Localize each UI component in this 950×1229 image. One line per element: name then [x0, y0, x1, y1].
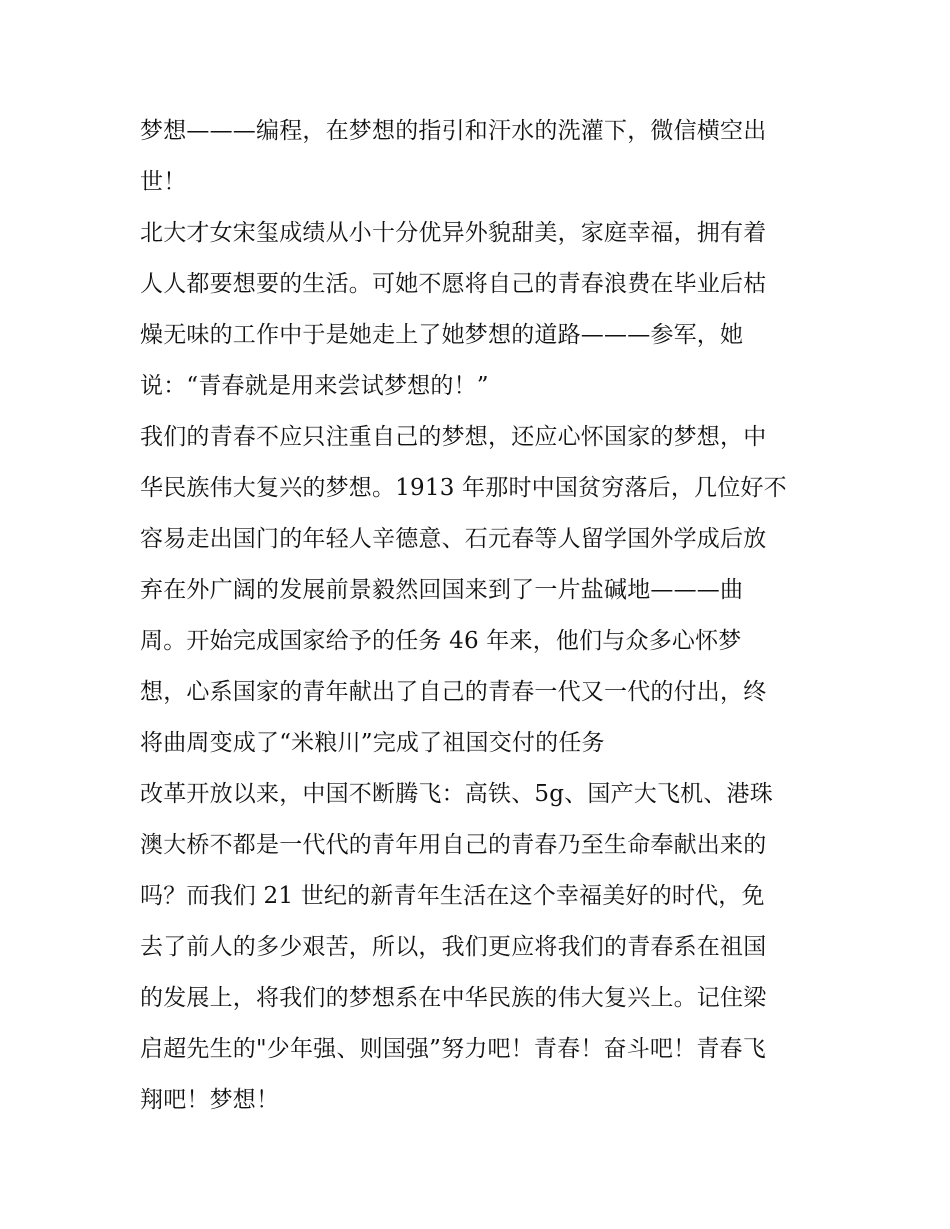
text-line: 的发展上，将我们的梦想系在中华民族的伟大复兴上。记住梁 [140, 985, 767, 1011]
text-line: 吗？而我们 21 世纪的新青年生活在这个幸福美好的时代，免 [140, 883, 765, 909]
text-line: 周。开始完成国家给予的任务 46 年来，他们与众多心怀梦 [140, 628, 742, 654]
text-line: 人人都要想要的生活。可她不愿将自己的青春浪费在毕业后枯 [140, 271, 767, 297]
text-line: 澳大桥不都是一代代的青年用自己的青春乃至生命奉献出来的 [140, 832, 767, 858]
text-line: 我们的青春不应只注重自己的梦想，还应心怀国家的梦想，中 [140, 424, 767, 450]
text-line: 想，心系国家的青年献出了自己的青春一代又一代的付出，终 [140, 679, 767, 705]
text-line: 改革开放以来，中国不断腾飞：高铁、5g、国产大飞机、港珠 [140, 781, 773, 807]
text-line: 说：“青春就是用来尝试梦想的！” [140, 373, 489, 399]
text-line: 燥无味的工作中于是她走上了她梦想的道路———参军，她 [140, 322, 744, 348]
text-line: 启超先生的"少年强、则国强”努力吧！青春！奋斗吧！青春飞 [140, 1036, 766, 1062]
text-line: 将曲周变成了“米粮川”完成了祖国交付的任务 [140, 730, 605, 756]
text-line: 世！ [140, 169, 187, 195]
text-line: 翔吧！梦想！ [140, 1087, 280, 1113]
document-body [140, 106, 815, 1126]
text-line: 梦想———编程，在梦想的指引和汗水的洗灌下，微信横空出 [140, 118, 767, 144]
text-line: 容易走出国门的年轻人辛德意、石元春等人留学国外学成后放 [140, 526, 767, 552]
text-line: 华民族伟大复兴的梦想。1913 年那时中国贫穷落后，几位好不 [140, 475, 787, 501]
text-line: 去了前人的多少艰苦，所以，我们更应将我们的青春系在祖国 [140, 934, 767, 960]
text-line: 弃在外广阔的发展前景毅然回国来到了一片盐碱地———曲 [140, 577, 744, 603]
text-line: 北大才女宋玺成绩从小十分优异外貌甜美，家庭幸福，拥有着 [140, 220, 767, 246]
